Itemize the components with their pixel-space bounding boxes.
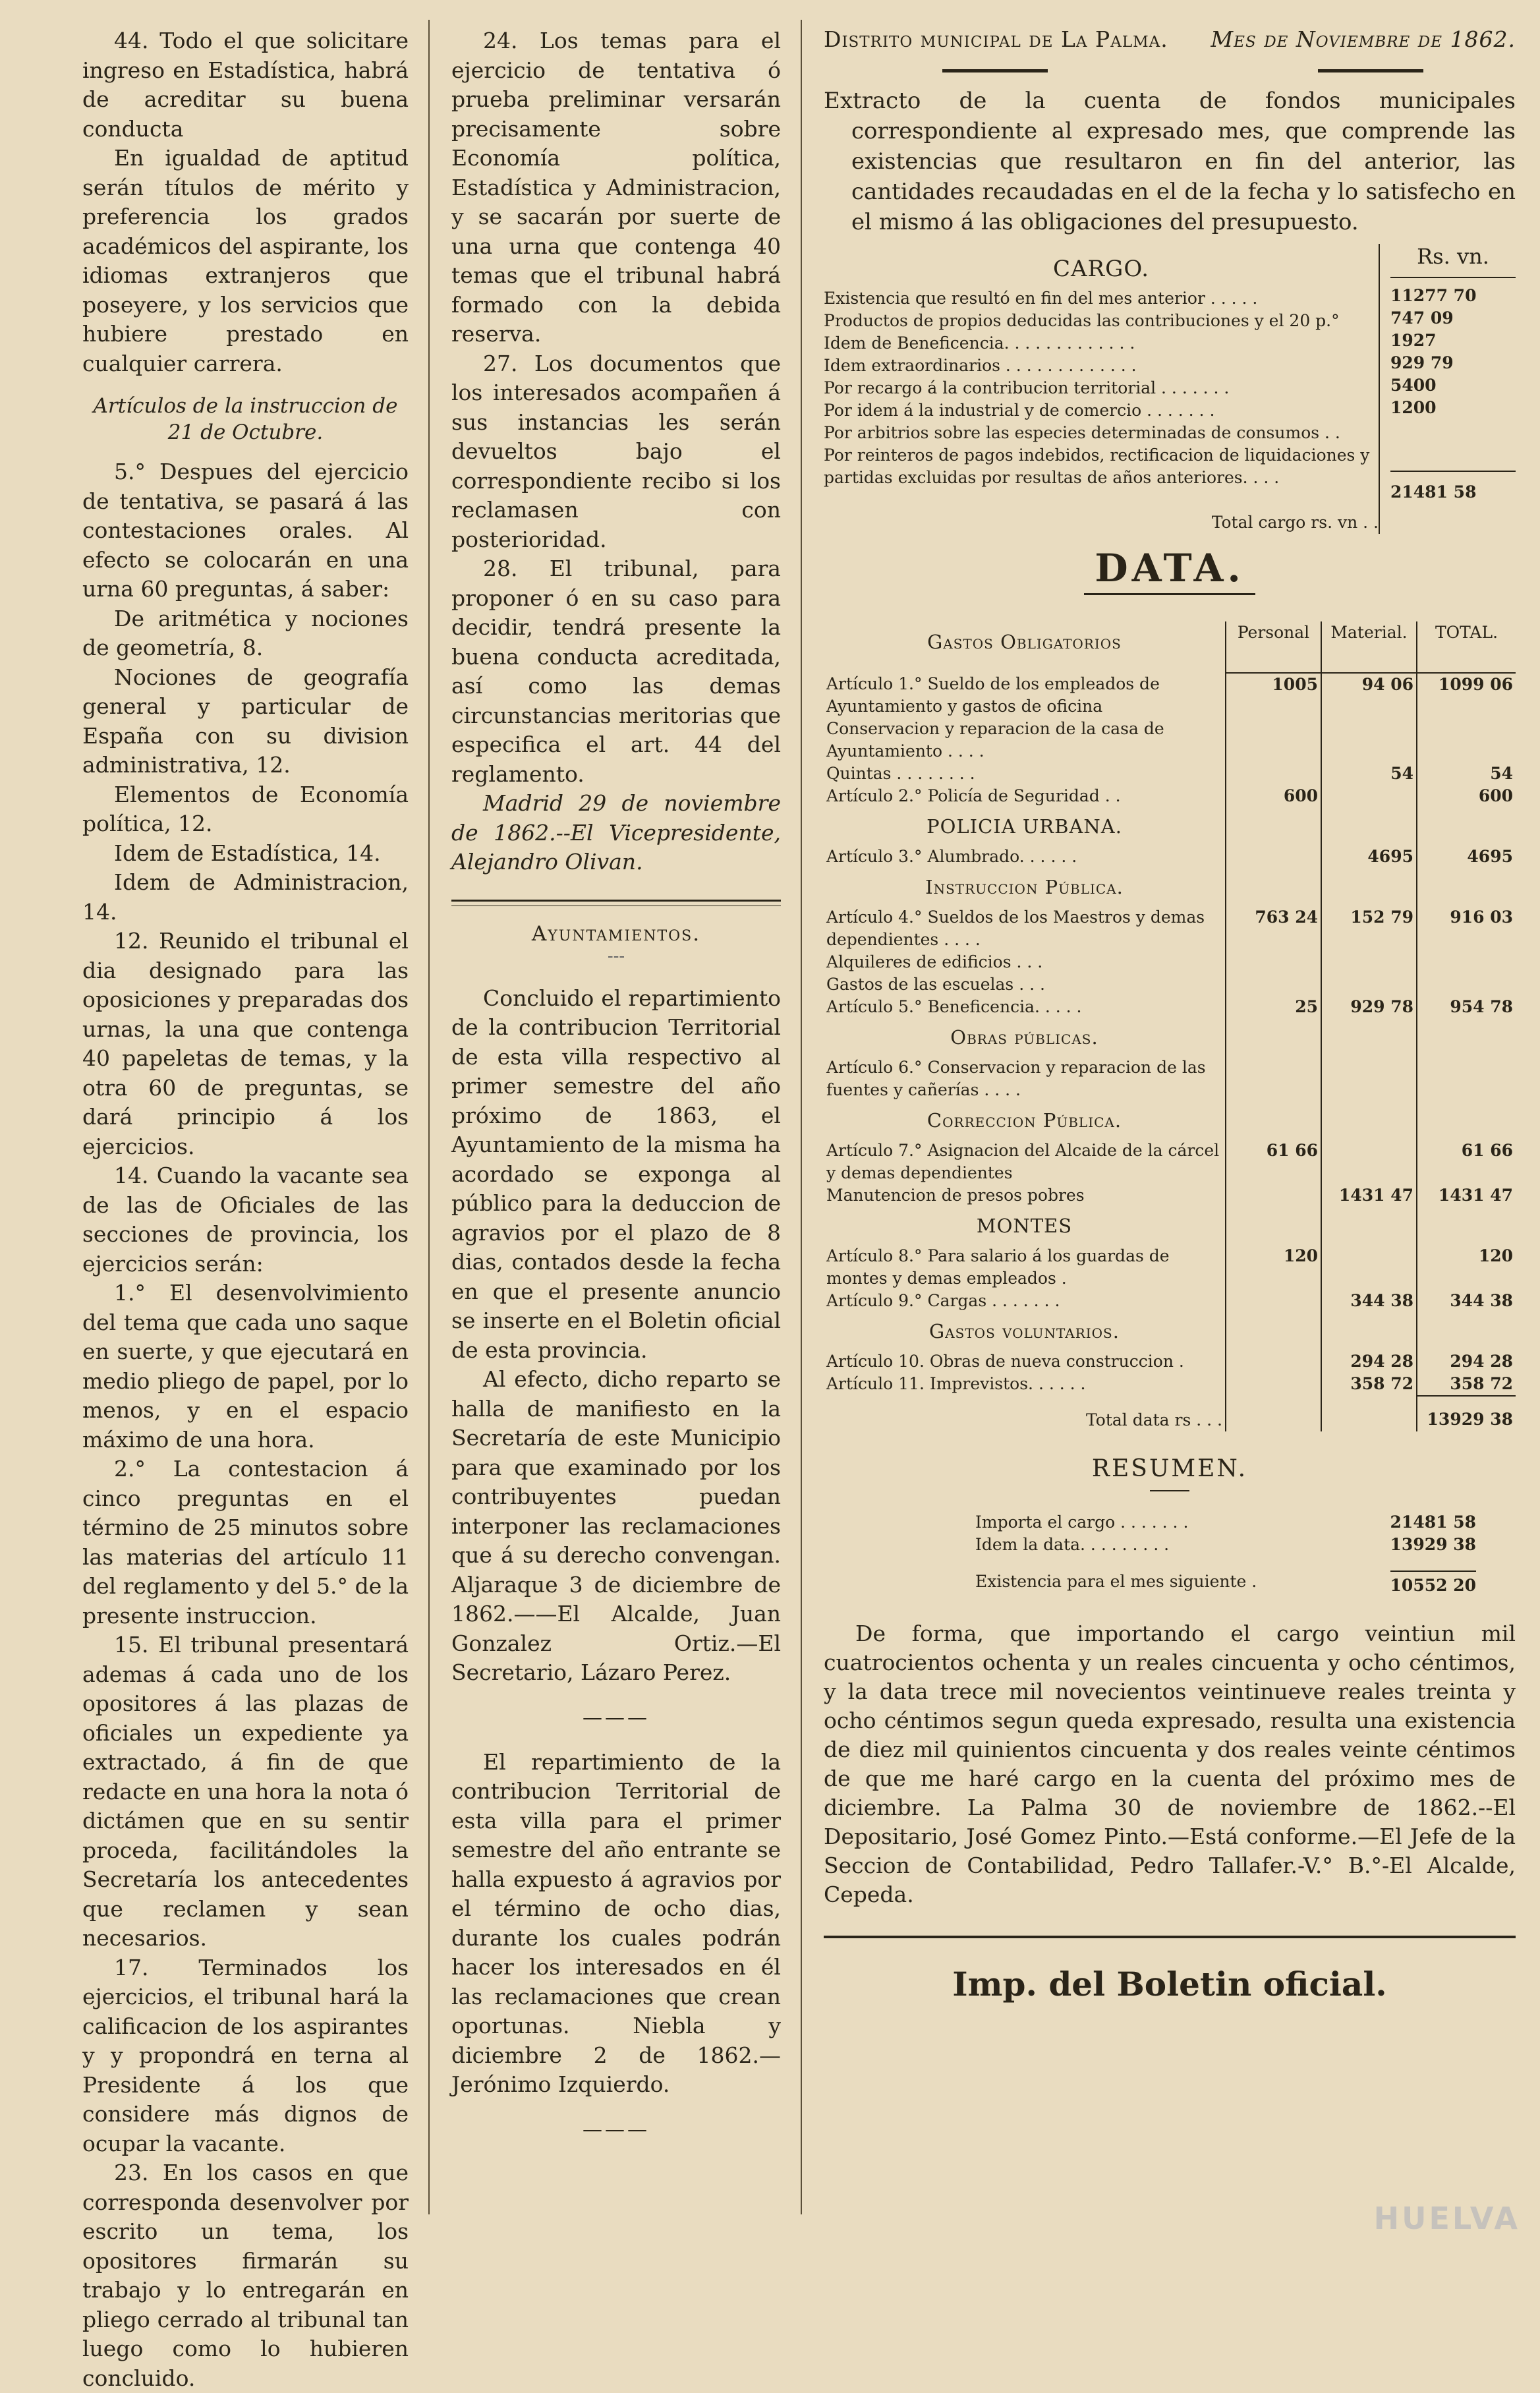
material-amount — [1321, 951, 1417, 973]
data-subheading-row — [824, 1101, 1516, 1139]
district-header — [824, 26, 1516, 52]
material-amount — [1321, 1101, 1417, 1139]
article-27: 27. Los documentos que los interesados acompañen á sus instancias les serán devueltos bajo el correspondiente recibo si los reclamasen con posterioridad. — [451, 350, 781, 552]
personal-amount — [1226, 973, 1321, 996]
data-row — [824, 1139, 1516, 1184]
data-row — [824, 951, 1516, 973]
resumen-data-label: Idem la data. . . . . . . . . — [975, 1535, 1170, 1554]
currency-header: Rs. vn. — [1390, 244, 1516, 278]
total-amount — [1417, 1312, 1516, 1350]
personal-amount: 25 — [1226, 996, 1321, 1018]
article-24: 24. Los temas para el ejercicio de tentativa ó prueba preliminar versarán precisamente sobre Economía política, Estadística y Administracion, y se sacarán por suerte de una urna que contenga 40 temas que el tribunal habrá formado con la debida reserva. — [451, 28, 781, 347]
cargo-amount: 747 09 — [1390, 308, 1454, 328]
total-data-row — [824, 1396, 1516, 1431]
personal-amount — [1226, 1312, 1321, 1350]
data-table — [824, 621, 1516, 1431]
material-amount — [1321, 1139, 1417, 1184]
month-label: Mes de Noviembre de 1862. — [1211, 26, 1516, 52]
data-subheading-row — [824, 868, 1516, 906]
article-44-cont: En igualdad de aptitud serán títulos de mérito y preferencia los grados académicos del aspirante, los idiomas extranjeros que poseyere, y los servicios que hubiere prestado en cualquier carrera. — [82, 145, 409, 376]
data-row — [824, 673, 1516, 718]
data-subheading: Obras públicas. — [950, 1026, 1098, 1049]
resumen-block — [975, 1511, 1476, 1597]
personal-amount: 763 24 — [1226, 906, 1321, 951]
data-row-label: Artículo 3.° Alumbrado. . . . . . — [826, 847, 1077, 866]
personal-amount — [1226, 1350, 1321, 1373]
col-total: TOTAL. — [1417, 621, 1516, 653]
personal-amount — [1226, 951, 1321, 973]
material-amount — [1321, 1312, 1417, 1350]
personal-amount — [1226, 807, 1321, 846]
total-amount: 1099 06 — [1417, 673, 1516, 718]
column-1 — [82, 26, 409, 2393]
data-row-label: Artículo 10. Obras de nueva construccion . — [826, 1352, 1184, 1371]
column-divider — [428, 20, 430, 2214]
data-subheading-row — [824, 1018, 1516, 1056]
cargo-row: Productos de propios deducidas las contribuciones y el 20 p.° — [824, 311, 1340, 330]
article-14-item-2: 2.° La contestacion á cinco preguntas en el término de 25 minutos sobre las materias del artículo 11 del reglamento y del 5.° de la presente instruccion. — [82, 1456, 409, 1629]
col-material: Material. — [1321, 621, 1417, 653]
data-row-label: Artículo 5.° Beneficencia. . . . . — [826, 997, 1082, 1016]
article-5: 5.° Despues del ejercicio de tentativa, se pasará á las contestaciones orales. Al efecto se colocarán en una urna 60 preguntas, á saber: — [82, 459, 409, 602]
data-row-label: Manutencion de presos pobres — [826, 1186, 1085, 1205]
total-amount: 916 03 — [1417, 906, 1516, 951]
article-15: 15. El tribunal presentará ademas á cada uno de los opositores á las plazas de oficiales un expediente ya extractado, á fin de que redacte en una hora la nota ó dictámen que en su sentir proceda, facilitándoles la Secretaría los antecedentes que reclamen y sean necesarios. — [82, 1632, 409, 1951]
total-amount: 61 66 — [1417, 1139, 1516, 1184]
section-heading-ayuntamientos: Ayuntamientos. — [531, 921, 701, 946]
cargo-row: Por arbitrios sobre las especies determinadas de consumos . . — [824, 423, 1340, 442]
cargo-row: Idem de Beneficencia. . . . . . . . . . . . . — [824, 333, 1135, 353]
cargo-amount: 11277 70 — [1390, 286, 1477, 305]
personal-amount — [1226, 1207, 1321, 1245]
district-name: Distrito municipal de La Palma. — [824, 26, 1168, 52]
material-amount: 54 — [1321, 763, 1417, 785]
material-amount: 1431 47 — [1321, 1184, 1417, 1207]
data-row-label: Gastos de las escuelas . . . — [826, 975, 1045, 994]
notice-aljaraque-cont: Al efecto, dicho reparto se halla de manifiesto en la Secretaría de este Municipio para que examinado por los contribuyentes puedan interponer las reclamaciones que á su derecho convengan. Aljaraque 3 de diciembre de 1862.——El Alcalde, Juan Gonzalez Ortiz.—El Secretario, Lázaro Perez. — [451, 1366, 781, 1685]
total-cargo-label: Total cargo rs. vn . . — [1211, 513, 1379, 532]
data-row-label: Alquileres de edificios . . . — [826, 952, 1043, 971]
personal-amount — [1226, 1101, 1321, 1139]
material-amount: 152 79 — [1321, 906, 1417, 951]
personal-amount: 120 — [1226, 1245, 1321, 1290]
material-amount — [1321, 1018, 1417, 1056]
total-data-label: Total data rs . . . — [1086, 1410, 1222, 1429]
separator: ——— — [583, 2118, 650, 2141]
material-amount — [1321, 785, 1417, 807]
total-amount — [1417, 718, 1516, 763]
data-row — [824, 1056, 1516, 1101]
personal-amount — [1226, 868, 1321, 906]
data-subheading-row — [824, 1207, 1516, 1245]
data-row-label: Artículo 1.° Sueldo de los empleados de Ayuntamiento y gastos de oficina — [826, 674, 1160, 716]
total-amount: 120 — [1417, 1245, 1516, 1290]
instruction-subheading: Artículos de la instruccion de 21 de Octubre. — [93, 394, 398, 444]
personal-amount — [1226, 1290, 1321, 1312]
cargo-labels — [824, 244, 1379, 534]
material-amount: 344 38 — [1321, 1290, 1417, 1312]
cargo-row: Por reinteros de pagos indebidos, rectificacion de liquidaciones y partidas excluidas por resultas de años anteriores. . . . — [824, 446, 1370, 487]
personal-amount: 600 — [1226, 785, 1321, 807]
material-amount — [1321, 973, 1417, 996]
question-list-item: Elementos de Economía política, 12. — [82, 781, 409, 836]
data-row — [824, 973, 1516, 996]
data-row-label: Quintas . . . . . . . . — [826, 764, 975, 783]
total-amount — [1417, 868, 1516, 906]
total-amount: 294 28 — [1417, 1350, 1516, 1373]
article-28: 28. El tribunal, para proponer ó en su caso para decidir, tendrá presente la buena conducta acreditada, así como las demas circunstancias meritorias que especifica el art. 44 del reglamento. — [451, 556, 781, 787]
data-row — [824, 906, 1516, 951]
resumen-title: RESUMEN. — [1091, 1455, 1248, 1482]
article-12: 12. Reunido el tribunal el dia designado para las oposiciones y preparadas dos urnas, la una que contenga 40 papeletas de temas, y la otra 60 de preguntas, se dará principio á los ejercicios. — [82, 928, 409, 1159]
imprint: Imp. del Boletin oficial. — [952, 1965, 1387, 2004]
article-23: 23. En los casos en que corresponda desenvolver por escrito un tema, los opositores firmarán su trabajo y lo entregarán en pliego cerrado al tribunal tan luego como lo hubieren concluido. — [82, 2160, 409, 2391]
total-amount — [1417, 973, 1516, 996]
data-row — [824, 1350, 1516, 1373]
data-subheading-row — [824, 1312, 1516, 1350]
data-subheading-row — [824, 807, 1516, 846]
total-amount: 344 38 — [1417, 1290, 1516, 1312]
data-subheading: Correccion Pública. — [927, 1109, 1122, 1132]
cargo-amount: 5400 — [1390, 376, 1437, 395]
data-row — [824, 1184, 1516, 1207]
personal-amount — [1226, 1184, 1321, 1207]
header-rules — [824, 69, 1516, 72]
cargo-row: Por recargo á la contribucion territorial . . . . . . . — [824, 378, 1230, 397]
resumen-cargo-amount: 21481 58 — [1390, 1513, 1476, 1532]
cargo-section — [824, 244, 1516, 534]
data-row-label: Artículo 9.° Cargas . . . . . . . — [826, 1291, 1060, 1310]
total-amount — [1417, 807, 1516, 846]
data-row-label: Artículo 2.° Policía de Seguridad . . — [826, 786, 1121, 805]
total-amount — [1417, 1207, 1516, 1245]
personal-amount: 1005 — [1226, 673, 1321, 718]
data-row-label: Artículo 7.° Asignacion del Alcaide de la cárcel y demas dependientes — [826, 1141, 1220, 1182]
cargo-row: Existencia que resultó en fin del mes anterior . . . . . — [824, 289, 1258, 308]
personal-amount — [1226, 1373, 1321, 1396]
total-amount: 358 72 — [1417, 1373, 1516, 1396]
gastos-obligatorios-heading: Gastos Obligatorios — [927, 631, 1122, 653]
resumen-existencia-label: Existencia para el mes siguiente . — [975, 1572, 1257, 1591]
resumen-existencia-amount: 10552 20 — [1390, 1571, 1476, 1597]
article-44: 44. Todo el que solicitare ingreso en Estadística, habrá de acreditar su buena conducta — [82, 28, 409, 142]
data-row — [824, 846, 1516, 868]
material-amount — [1321, 868, 1417, 906]
material-amount — [1321, 807, 1417, 846]
data-row-label: Artículo 8.° Para salario á los guardas de montes y demas empleados . — [826, 1246, 1170, 1288]
cargo-amount: 1927 — [1390, 331, 1437, 350]
total-amount: 1431 47 — [1417, 1184, 1516, 1207]
cargo-amount: 1200 — [1390, 398, 1437, 417]
final-statement: De forma, que importando el cargo veintiun mil cuatrocientos ochenta y un reales cincuenta y ocho céntimos, y la data trece mil novecientos veintinueve reales treinta y ocho céntimos segun queda expresado, resulta una existencia de diez mil quinientos cincuenta y dos reales veinte céntimos de que me haré cargo en la cuenta del próximo mes de diciembre. La Palma 30 de noviembre de 1862.--El Depositario, José Gomez Pinto.—Está conforme.—El Jefe de la Seccion de Contabilidad, Pedro Tallafer.-V.° B.°-El Alcalde, Cepeda. — [824, 1621, 1516, 1907]
watermark-stamp: HUELVA — [1373, 2201, 1520, 2236]
section-rule — [451, 900, 781, 906]
data-subheading: POLICIA URBANA. — [927, 815, 1122, 838]
material-amount — [1321, 718, 1417, 763]
article-17: 17. Terminados los ejercicios, el tribunal hará la calificacion de los aspirantes y y propondrá en terna al Presidente á los que considere más dignos de ocupar la vacante. — [82, 1954, 409, 2156]
data-title: DATA. — [1095, 546, 1245, 591]
personal-amount: 61 66 — [1226, 1139, 1321, 1184]
total-amount — [1417, 1056, 1516, 1101]
material-amount — [1321, 1207, 1417, 1245]
data-row-label: Artículo 6.° Conservacion y reparacion de las fuentes y cañerías . . . . — [826, 1058, 1206, 1099]
cargo-amount: 929 79 — [1390, 353, 1454, 372]
data-row — [824, 785, 1516, 807]
extract-intro: Extracto de la cuenta de fondos municipales correspondiente al expresado mes, que comprende las existencias que resultaron en fin del anterior, las cantidades recaudadas en el de la fecha y lo satisfecho en el mismo á las obligaciones del presupuesto. — [824, 88, 1516, 235]
total-amount — [1417, 1018, 1516, 1056]
data-table-header — [824, 621, 1516, 653]
cargo-row: Idem extraordinarios . . . . . . . . . . . . . — [824, 356, 1137, 375]
question-list-item: Idem de Administracion, 14. — [82, 869, 409, 925]
column-divider — [801, 20, 802, 2214]
personal-amount — [1226, 846, 1321, 868]
col-personal: Personal — [1226, 621, 1321, 653]
data-subheading: MONTES — [976, 1215, 1073, 1237]
data-row — [824, 1245, 1516, 1290]
cargo-amounts — [1379, 244, 1516, 534]
heading-ornament: --- — [607, 946, 625, 966]
data-row-label: Artículo 4.° Sueldos de los Maestros y demas dependientes . . . . — [826, 908, 1205, 949]
total-data-amount: 13929 38 — [1417, 1396, 1516, 1431]
total-amount — [1417, 1101, 1516, 1139]
material-amount: 94 06 — [1321, 673, 1417, 718]
total-amount: 954 78 — [1417, 996, 1516, 1018]
personal-amount — [1226, 1018, 1321, 1056]
question-list-item: Nociones de geografía general y particular de España con su division administrativa, 12. — [82, 664, 409, 778]
cargo-title: CARGO. — [1052, 256, 1150, 282]
notice-niebla: El repartimiento de la contribucion Territorial de esta villa para el primer semestre del año entrante se halla expuesto á agravios por el término de ocho dias, durante los cuales podrán hacer los interesados en él las reclamaciones que crean oportunas. Niebla y diciembre 2 de 1862.—Jerónimo Izquierdo. — [451, 1748, 781, 2097]
data-subheading: Gastos voluntarios. — [929, 1320, 1120, 1342]
cargo-row: Por idem á la industrial y de comercio . . . . . . . — [824, 401, 1215, 420]
material-amount — [1321, 1245, 1417, 1290]
article-14-item-1: 1.° El desenvolvimiento del tema que cada uno saque en suerte, y que ejecutará en medio pliego de papel, por lo menos, y en el espacio máximo de una hora. — [82, 1280, 409, 1453]
signature-madrid: Madrid 29 de noviembre de 1862.--El Vicepresidente, Alejandro Olivan. — [451, 790, 781, 875]
personal-amount — [1226, 763, 1321, 785]
data-row — [824, 996, 1516, 1018]
resumen-data-amount: 13929 38 — [1390, 1535, 1476, 1554]
personal-amount — [1226, 718, 1321, 763]
column-3 — [824, 26, 1516, 2004]
total-amount: 600 — [1417, 785, 1516, 807]
material-amount: 4695 — [1321, 846, 1417, 868]
data-row — [824, 763, 1516, 785]
material-amount — [1321, 1056, 1417, 1101]
data-row — [824, 1290, 1516, 1312]
material-amount: 294 28 — [1321, 1350, 1417, 1373]
question-list-item: De aritmética y nociones de geometría, 8. — [82, 605, 409, 660]
resumen-cargo-label: Importa el cargo . . . . . . . — [975, 1513, 1189, 1532]
data-row — [824, 718, 1516, 763]
material-amount: 358 72 — [1321, 1373, 1417, 1396]
notice-aljaraque: Concluido el repartimiento de la contribucion Territorial de esta villa respectivo al primer semestre del año próximo de 1863, el Ayuntamiento de la misma ha acordado se exponga al público para la deduccion de agravios por el plazo de 8 dias, contados desde la fecha en que el presente anuncio se inserte en el Boletin oficial de esta provincia. — [451, 985, 781, 1363]
column-2 — [451, 26, 781, 2160]
data-row-label: Artículo 11. Imprevistos. . . . . . — [826, 1374, 1086, 1393]
separator: ——— — [583, 1706, 650, 1729]
total-amount: 4695 — [1417, 846, 1516, 868]
data-rows — [824, 673, 1516, 1396]
personal-amount — [1226, 1056, 1321, 1101]
question-list-item: Idem de Estadística, 14. — [114, 840, 381, 866]
total-cargo-amount: 21481 58 — [1390, 471, 1516, 504]
total-amount: 54 — [1417, 763, 1516, 785]
article-14: 14. Cuando la vacante sea de las de Oficiales de las secciones de provincia, los ejercicios serán: — [82, 1163, 409, 1277]
data-row-label: Conservacion y reparacion de la casa de Ayuntamiento . . . . — [826, 719, 1164, 761]
material-amount: 929 78 — [1321, 996, 1417, 1018]
data-subheading: Instruccion Pública. — [925, 876, 1124, 898]
total-amount — [1417, 951, 1516, 973]
data-row — [824, 1373, 1516, 1396]
